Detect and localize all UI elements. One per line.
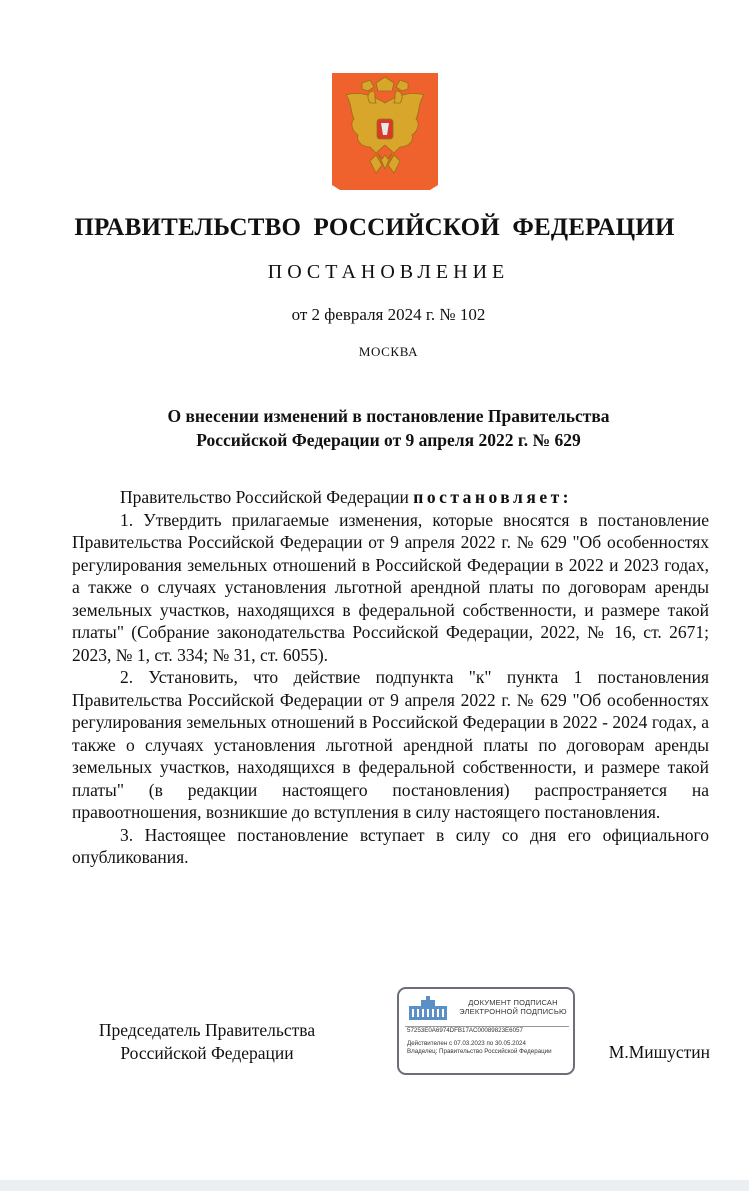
stamp-owner: Владелец: Правительство Российской Федерации	[407, 1047, 552, 1055]
bottom-edge	[0, 1180, 749, 1191]
stamp-title-line: ДОКУМЕНТ ПОДПИСАН	[468, 998, 558, 1007]
stamp-title-line: ЭЛЕКТРОННОЙ ПОДПИСЬЮ	[459, 1007, 567, 1016]
signer-name: М.Мишустин	[608, 1042, 710, 1062]
stamp-title	[455, 998, 571, 1016]
stamp-serial: 57253E0A6974DFB17AC00089823E6057	[407, 1027, 523, 1034]
signer-position	[72, 1019, 342, 1065]
stamp-valid-period: Действителен с 07.03.2023 по 30.05.2024	[407, 1040, 526, 1047]
government-building-icon	[405, 996, 451, 1022]
item-2: 2. Установить, что действие подпункта "к" пункта 1 постановления Правительства Российской Федерации от 9 апреля 2022 г. № 629 "Об особенностях регулирования земельных отношений в Российской Федерации в 2022 - 2024 годах, а также о случаях установления льготной арендной платы по договорам аренды земельных участков, находящихся в федеральной собственности, и размере такой платы" (в редакции настоящего постановления) распространяется на правоотношения, возникшие до вступления в силу настоящего постановления.	[72, 667, 709, 822]
document-subject	[0, 404, 749, 452]
subject-line: О внесении изменений в постановление Правительства	[167, 406, 610, 426]
document-date-number: от 2 февраля 2024 г. № 102	[291, 305, 486, 324]
stamp-validity	[407, 1040, 569, 1055]
document-type: ПОСТАНОВЛЕНИЕ	[267, 261, 510, 283]
electronic-signature-stamp	[397, 987, 575, 1075]
signer-position-line: Российской Федерации	[120, 1043, 294, 1063]
preamble-emphasis: постановляет:	[413, 487, 573, 507]
document-body	[72, 486, 709, 869]
item-1: 1. Утвердить прилагаемые изменения, которые вносятся в постановление Правительства Российской Федерации от 9 апреля 2022 г. № 629 "Об особенностях регулирования земельных отношений в Российской Федерации в 2022 и 2023 годах, а также о случаях установления льготной арендной платы по договорам аренды земельных участков, находящихся в федеральной собственности, и размере такой платы" (Собрание законодательства Российской Федерации, 2022, № 16, ст. 2671; 2023, № 1, ст. 334; № 31, ст. 6055).	[72, 509, 709, 665]
preamble-text: Правительство Российской Федерации	[120, 487, 414, 507]
item-3: 3. Настоящее постановление вступает в силу со дня его официального опубликования.	[72, 824, 709, 867]
coat-of-arms-icon	[332, 73, 438, 190]
signer-position-line: Председатель Правительства	[98, 1020, 316, 1040]
preamble	[72, 486, 709, 509]
document-city: МОСКВА	[358, 344, 419, 359]
government-title: ПРАВИТЕЛЬСТВО РОССИЙСКОЙ ФЕДЕРАЦИИ	[74, 214, 675, 241]
subject-line: Российской Федерации от 9 апреля 2022 г. № 629	[196, 430, 581, 450]
